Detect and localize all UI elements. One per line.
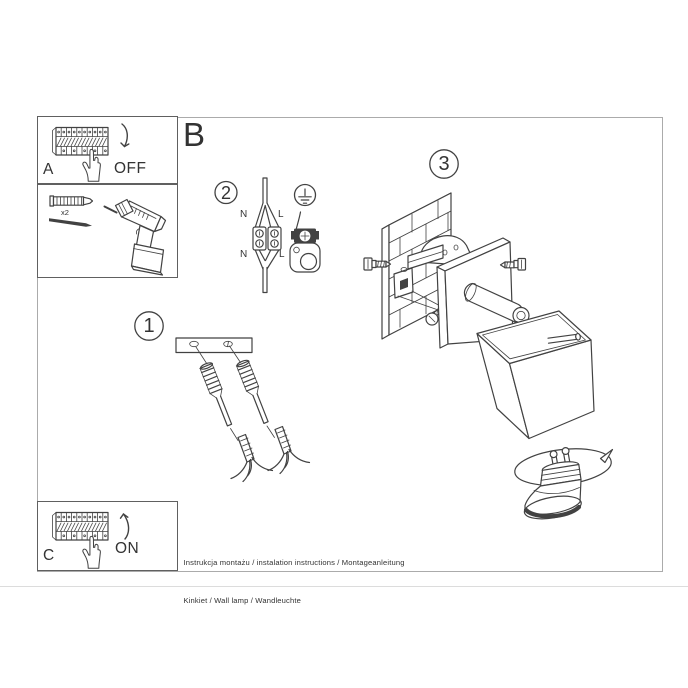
step-a-label: A xyxy=(43,161,54,178)
page-separator xyxy=(0,586,688,587)
wire-label-l-bottom: L xyxy=(279,249,285,260)
footer-text xyxy=(184,531,405,633)
screw-icon xyxy=(200,362,232,426)
gu10-bulb-icon xyxy=(523,448,583,523)
ground-connector-icon xyxy=(290,212,320,272)
footer-line2: Kinkiet / Wall lamp / Wandleuchte xyxy=(183,595,301,605)
section-b-label: B xyxy=(183,116,206,153)
anchor-qty-label: x2 xyxy=(61,207,69,217)
step3-drawing xyxy=(364,150,613,523)
power-off-label: OFF xyxy=(114,160,147,177)
step1-drawing xyxy=(135,312,310,482)
wire-label-l-top: L xyxy=(278,208,284,220)
earth-symbol-icon xyxy=(295,185,316,206)
wire-label-n-top: N xyxy=(240,209,248,220)
wire-splice-icon xyxy=(253,178,281,293)
step-c-label: C xyxy=(43,547,55,564)
mounting-bar-icon xyxy=(176,338,252,353)
step1-number: 1 xyxy=(143,315,155,337)
power-on-label: ON xyxy=(115,540,140,557)
footer-line1: Instrukcja montażu / instalation instructions / Montageanleitung xyxy=(183,557,405,567)
wire-label-n-bottom: N xyxy=(240,249,248,260)
step3-number: 3 xyxy=(438,153,450,175)
step2-number: 2 xyxy=(220,183,231,203)
lamp-shade-icon xyxy=(477,311,594,439)
expansion-anchor-icon xyxy=(231,435,273,482)
